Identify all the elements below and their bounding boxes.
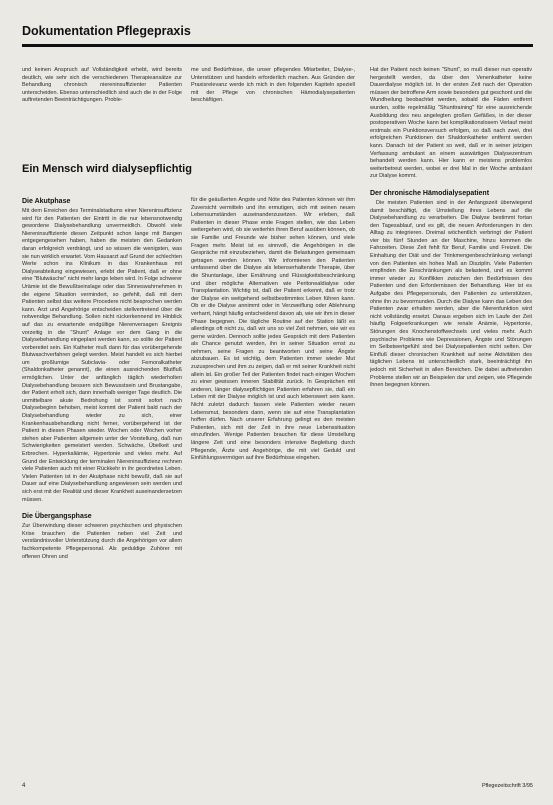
column-3-top-text: Hat der Patient noch keinen "Shunt", so muß dieser nun operativ hergestellt werden, da über den Venenkatheter keine Dauerdialyse möglich ist. In der ersten Zeit nach der Operation müssen der betroffene Arm sowie besonders gut geschont und die Wundheilung beobachtet werden, sobald die Fäden entfernt wurden, sollte regelmäßig "Shunttraining" für eine ausreichende Ausbildung des neu angelegten großen Gefäßes, in der dieser postoperativen Woche kann bei komplikationslosem Verlauf meist erstmals ein Punktionsversuch erfolgen, so daß nach zwei, drei erfolgreichen Punktionen der Shaldonkatheter entfernt werden kann. Danach ist der Patient so weit, daß er in seiner jetzigen Verfassung ambulant an einem auswärtigen Dialysezentrum behandelt werden kann. Hier kann er meistens problemlos weiterbetreut werden, wobei er drei Mal in der Woche ambulant zur Dialyse kommt. (370, 67, 532, 180)
heading-chronischer-patient: Der chronische Hämodialysepatient (370, 189, 490, 197)
column-2 (191, 197, 355, 759)
section-header-title: Dokumentation Pflegepraxis (22, 24, 191, 38)
column-1 (22, 197, 182, 759)
column-3 (370, 67, 532, 757)
heading-akutphase: Die Akutphase (22, 198, 71, 205)
page-number: 4 (22, 783, 26, 789)
uebergangsphase-body: Zur Überwindung dieser schweren psychischen und physischen Krise brauchen die Patienten neben viel Zeit und verständnisvoller Unterstützung durch die Angehörigen vor allem fachkompetente Pflegepersonal. Als geduldige Zuhörer mit offenen Ohren und (22, 523, 182, 560)
column-2-body: für die geäußerten Ängste und Nöte des Patienten können wir ihm Zuversicht vermitteln und ihn ermutigen, sich mit seinen neuen Lebensumständen auseinanderzusetzen. Wir erleben, daß Patienten in dieser Phase erste Fragen stellen, wie das Leben weitergehen wird, ob sie weiterhin ihren Beruf ausüben können, ob sie Familie und Freunde wie bisher sehen können, und viele Fragen mehr. Meist ist es sinnvoll, die Angehörigen in die Gespräche mit einzubeziehen, damit die Belastungen gemeinsam getragen werden können. Wir informieren den Patienten umfassend über die Dialyse als lebenserhaltende Therapie, über die Shuntanlage, über Ernährung und Flüssigkeitsbeschränkung und über mögliche Alternativen wie Peritonealdialyse oder Transplantation. Wichtig ist, daß der Patient erkennt, daß er trotz der Dialyse ein weitgehend selbstbestimmtes Leben führen kann. Ob er die Dialyse annimmt oder in Verzweiflung oder Ablehnung verharrt, hängt häufig entscheidend davon ab, wie wir ihm in dieser Phase begegnen. Die tägliche Routine auf der Station läßt es allerdings oft nicht zu, daß wir uns so viel Zeit nehmen, wie wir es gerne würden. Dennoch sollte jedes Gespräch mit dem Patienten als Chance genutzt werden, ihn in seiner Situation ernst zu nehmen, seine Fragen zu beantworten und seine Ängste abzubauen. Es ist wichtig, dem Patienten immer wieder Mut zuzusprechen und ihm zu zeigen, daß er mit seiner Krankheit nicht allein ist. Ein großer Teil der Patienten findet nach einigen Wochen zu einer gewissen inneren Stabilität zurück. In Gesprächen mit anderen, länger dialysepflichtigen Patienten erfahren sie, daß ein Leben mit der Dialyse möglich ist und auch lebenswert sein kann. Nicht zuletzt dadurch fassen viele Patienten wieder neuen Lebensmut, besonders dann, wenn sie auf eine Transplantation hoffen dürfen. Nach unserer Erfahrung gelingt es den meisten Patienten, sich mit der Zeit in ihre neue Lebenssituation einzufinden. Wenige Patienten brauchen für diese Umstellung längere Zeit und eine besonders intensive Begleitung durch Pflegende, Ärzte und Angehörige, die mit viel Geduld und Einfühlungsvermögen auf ihre Bedürfnisse eingehen. (191, 197, 355, 462)
intro-text-1: und keinen Anspruch auf Vollständigkeit erhebt, wird bereits deutlich, wie sehr sich die verschiedenen Therapieansätze zur Behandlung chronisch niereninsuffizienter Patienten unterscheiden. Ebenso unterschiedlich sind auch die in der Folge auftretenden Beeinträchtigungen. Proble- (22, 67, 182, 104)
main-heading: Ein Mensch wird dialysepflichtig (22, 163, 192, 175)
akutphase-body: Mit dem Erreichen des Terminalstadiums einer Niereninsuffizienz wird für den Patienten der Eintritt in die nur lebensnotwendig gewordene Dialysebehandlung unvermeidlich. Obwohl viele Niereninsuffiziente diesen Zeitpunkt schon lange mit Bangen entgegengesehen haben, haben die meisten den Gedanken daran erfolgreich verdrängt, und so wissen die wenigsten, was sie nun wirklich erwartet. Vom Hausarzt auf Grund der schlechten Werte schon ins Klinikum in das Krankenhaus mit Dialyseabteilung eingewiesen, erlebt der Patient, daß er ohne eine "Blutwäsche" nicht mehr lange leben wird. In Folge schwerer Urämie ist die Bewußtseinslage oder das Sinneswahrnehmen in die eigene Situation vermindert, so gefehlt, daß mit dem Patienten selbst das weitere Procedere nicht besprochen werden kann. Arzt und Angehörige entscheiden stellvertretend über die notwendige Behandlung. Sollen nicht rückerkennend im Hinblick auf das zu erwartende endgültige Nierenversagen Ereignis vorzeitig in die "Shunt" Anlage vor dem Gang in die Dialysebehandlung eingeplant werden kann, so sollte der Patient vorbereitet sein. Ein Katheter muß dann für das vorübergehende Blutwaschverfahren gelegt werden. Meist handelt es sich hierbei um großlumige Subclavia- oder Femoralkatheter (Shaldonkatheter genannt), die einen ausreichenden Blutfluß ermöglichen. Unter der anfänglich täglich wiederholten Dialysebehandlung bessern sich Bewusstsein und Brustangabe, der Patient erholt sich, dann innerhalb weniger Tage deutlich. Die unmittelbare akute Bedrohung ist somit sofort nach Dialysebeginn behoben, meist kommt der Patient bald nach der Dialysebehandlung wieder zu sich, einer Krankenhausbehandlung nicht ferner, vorübergehend ist der Patient in diesen Phasen wieder. Wochen oder Wochen vorher stehen aber Patienten allgemein unter der Vorstellung, daß nun Schwierigkeiten gemeistert werden. Schwäche, Übelkeit und Erbrechen. Hyperkaliämie, Hypertonie und vieles mehr. Auf Grund der Entwicklung der terminalen Niereninsuffizienz rechnen viele Patienten auch mit einer Rückkehr in ihr geordnetes Leben. Vielen Patienten ist in der Akutphase nicht bewußt, daß sie auf Dauer auf eine Dialysebehandlung angewiesen sein werden und sich erst mit der Realität und dieser Krankheit auseinandersetzen müssen. (22, 208, 182, 503)
intro-column-2 (191, 67, 355, 147)
header-rule (22, 44, 533, 47)
heading-uebergangsphase: Die Übergangsphase (22, 513, 92, 521)
journal-reference: Pflegezeitschrift 3/95 (481, 783, 533, 789)
chronisch-body: Die meisten Patienten sind in der Anfangszeit überwiegend damit beschäftigt, die Umstellung ihres Lebens auf die Dialysebehandlung zu verarbeiten. Die Dialyse bestimmt fortan den Tagesablauf, und es gilt, die neuen Anforderungen in den Alltag zu integrieren. Dreimal wöchentlich verbringt der Patient vier bis fünf Stunden an der Maschine, hinzu kommen die Fahrzeiten. Diese Zeit fehlt für Beruf, Familie und Freizeit. Die Einhaltung der Diät und der Trinkmengenbeschränkung verlangt von den Patienten ein hohes Maß an Disziplin. Viele Patienten empfinden die Einschränkungen als belastend, und es kommt immer wieder zu Konflikten zwischen den Bedürfnissen des Patienten und den Erfordernissen der Behandlung. Hier ist es Aufgabe des Pflegepersonals, den Patienten zu unterstützen, ohne ihn zu bevormunden. Durch die Dialyse kann das Leben des Patienten zwar erhalten werden, aber die Nierenfunktion wird nicht vollständig ersetzt. Daraus ergeben sich im Laufe der Zeit häufig Folgeerkrankungen wie renale Anämie, Hypertonie, Störungen des Knochenstoffwechsels und vieles mehr. Auch psychische Probleme wie Depressionen, Ängste und Störungen im Selbstwertgefühl sind bei Dialysepatienten nicht selten. Der Einfluß dieser chronischen Krankheit auf seine Aktivitäten des täglichen Lebens ist unterschiedlich stark, beeinträchtigt ihn jedoch mit Sicherheit in allen Bereichen. Die dabei auftretenden Probleme stellen wir an Beispielen dar und zeigen, wie Pflegende ihnen begegnen können. (370, 199, 532, 389)
intro-column-1 (22, 67, 182, 147)
intro-text-2: me und Bedürfnisse, die unser pflegendes Mitarbeiter, Dialyse-, Unterstützen und handeln erforderlich machen. Aus Gründen der Praxisrelevanz werde ich mich in den folgenden Kapiteln speziell mit der Pflege von chronischen Hämodialysepatienten beschäftigen. (191, 67, 355, 104)
